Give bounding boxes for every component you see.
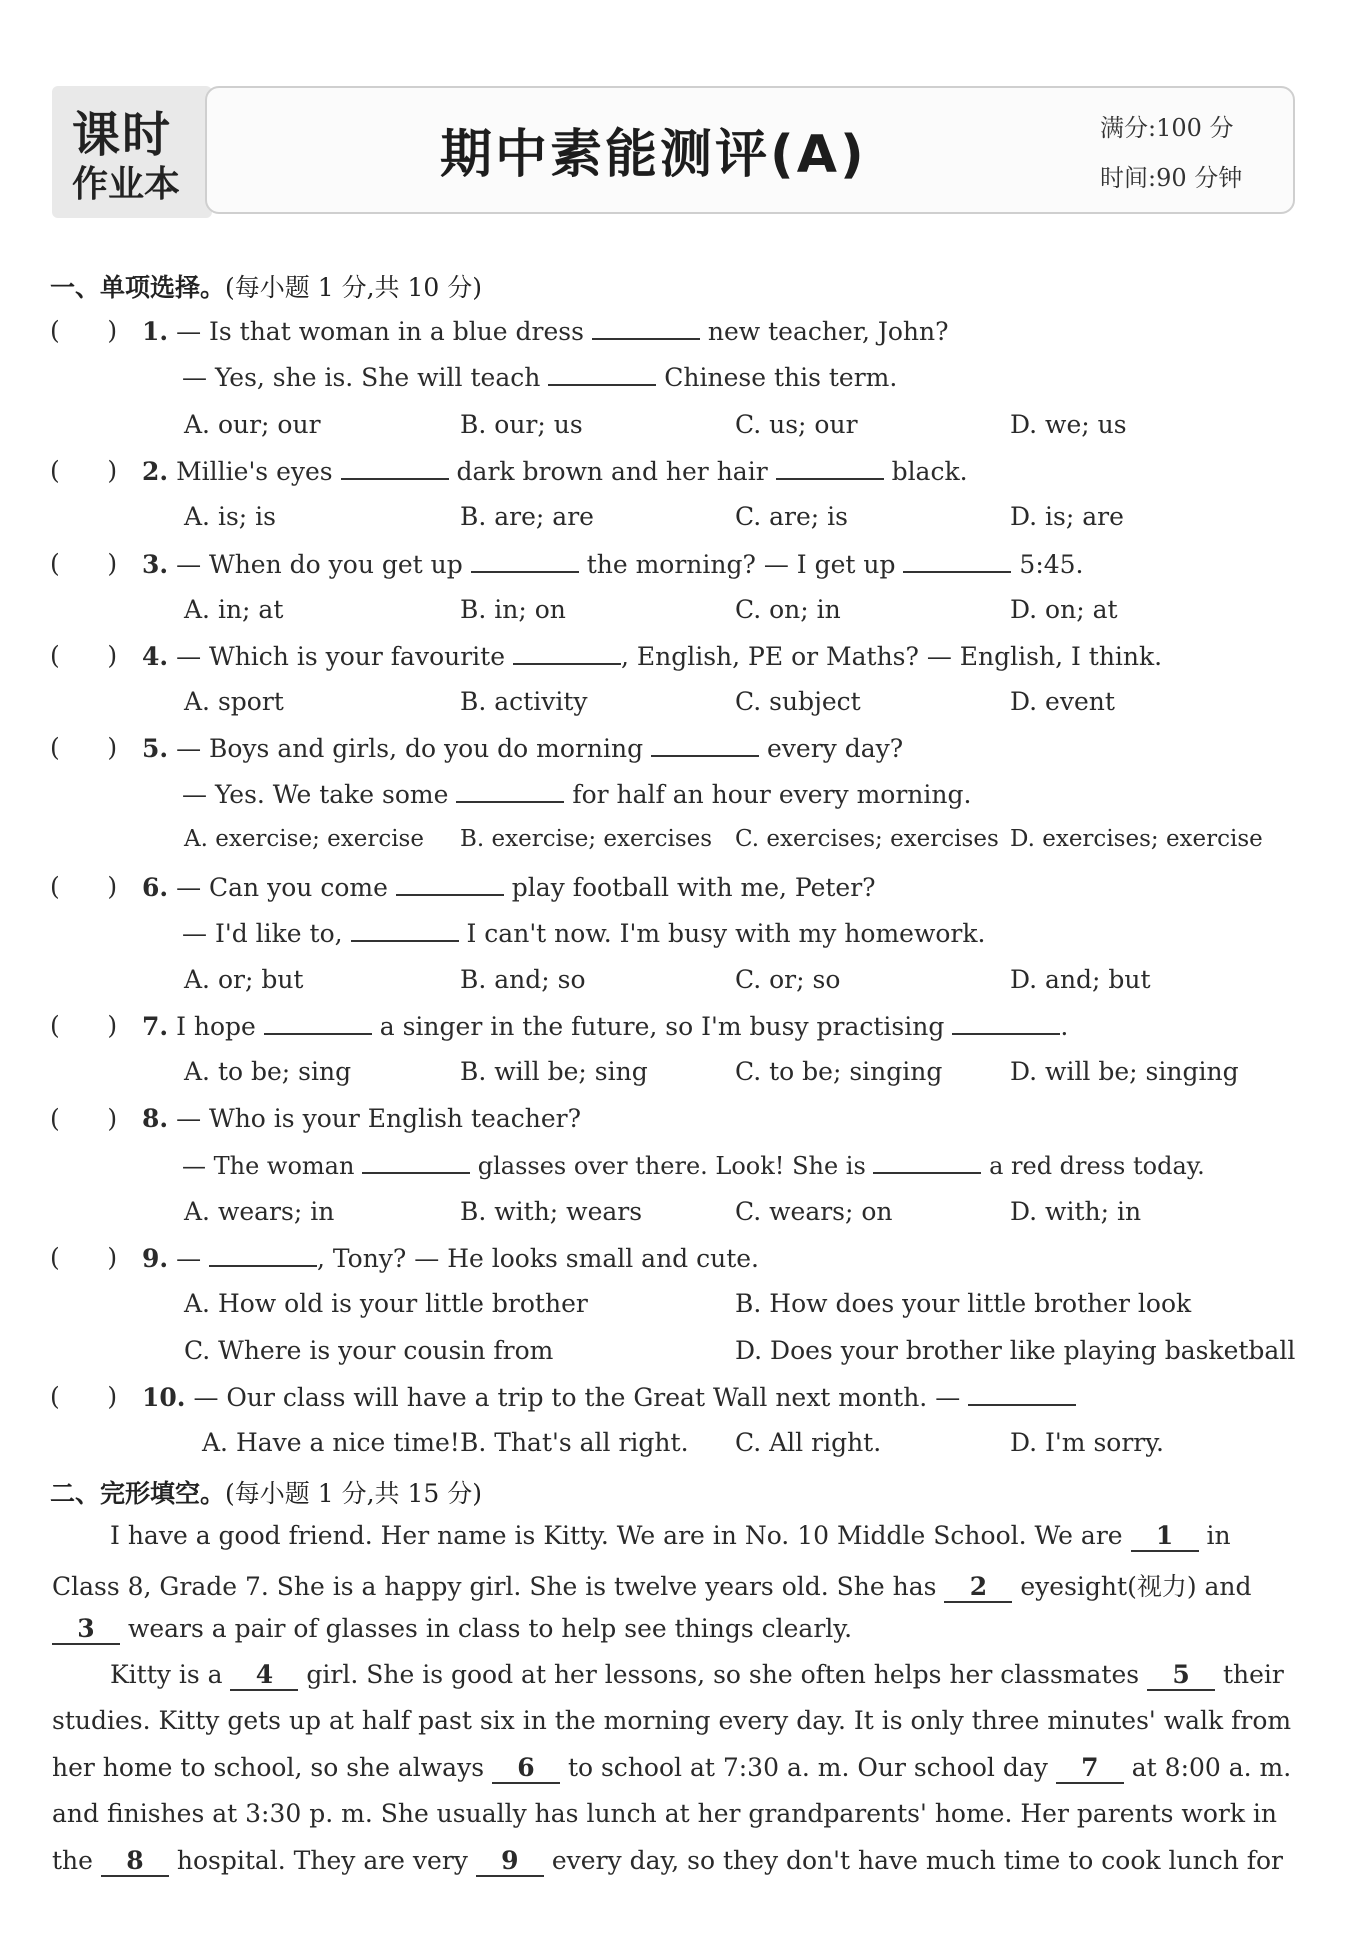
question-1 <box>142 316 949 346</box>
passage-line <box>52 1706 1292 1735</box>
option-b[interactable]: B. with; wears <box>460 1197 643 1226</box>
question-8-line2 <box>182 1150 1205 1180</box>
answer-paren[interactable]: ( ) <box>50 641 118 670</box>
question-3 <box>142 549 1084 579</box>
option-b[interactable]: B. and; so <box>460 965 586 994</box>
option-b[interactable]: B. will be; sing <box>460 1057 648 1086</box>
option-d[interactable]: D. Does your brother like playing basketball <box>735 1336 1296 1365</box>
option-a[interactable]: A. to be; sing <box>184 1057 352 1086</box>
answer-blank[interactable] <box>903 549 1011 573</box>
passage-line <box>110 1660 1350 1691</box>
question-2 <box>142 456 968 486</box>
answer-paren[interactable]: ( ) <box>50 872 118 901</box>
question-number: 3. <box>142 550 169 579</box>
question-6 <box>142 872 876 902</box>
question-text: — Our class will have a trip to the Great Wall next month. — <box>193 1383 961 1412</box>
passage-text: and finishes at 3:30 p. m. She usually has lunch at her grandparents' home. Her parents work in <box>52 1799 1278 1828</box>
question-text: — Who is your English teacher? <box>176 1104 581 1133</box>
question-text: black. <box>891 457 968 486</box>
logo <box>52 86 212 218</box>
question-text: — <box>176 1244 202 1273</box>
answer-blank[interactable] <box>362 1150 470 1174</box>
passage-text: eyesight(视力) and <box>1020 1572 1252 1601</box>
section1-heading <box>50 268 482 304</box>
question-text: glasses over there. Look! She is <box>477 1152 866 1180</box>
option-a[interactable]: A. exercise; exercise <box>184 826 424 852</box>
passage-text: to school at 7:30 a. m. Our school day <box>567 1753 1048 1782</box>
option-c[interactable]: C. exercises; exercises <box>735 826 999 852</box>
option-d[interactable]: D. we; us <box>1010 410 1127 439</box>
option-b[interactable]: B. How does your little brother look <box>735 1289 1192 1318</box>
question-text: 5:45. <box>1019 550 1084 579</box>
question-text: — Yes, she is. She will teach <box>182 363 541 392</box>
option-c[interactable]: C. Where is your cousin from <box>184 1336 554 1365</box>
passage-line <box>52 1614 1292 1645</box>
passage-text: at 8:00 a. m. <box>1131 1753 1292 1782</box>
passage-text: girl. She is good at her lessons, so she often helps her classmates <box>306 1660 1140 1689</box>
answer-blank[interactable] <box>968 1382 1076 1406</box>
passage-text: every day, so they don't have much time to cook lunch for <box>551 1846 1283 1875</box>
option-a[interactable]: A. is; is <box>184 502 276 531</box>
answer-paren[interactable]: ( ) <box>50 1104 118 1133</box>
option-d[interactable]: D. I'm sorry. <box>1010 1428 1164 1457</box>
cloze-blank[interactable]: 5 <box>1147 1660 1215 1691</box>
question-5-line2 <box>182 779 971 809</box>
passage-line <box>110 1521 1350 1552</box>
cloze-blank[interactable]: 6 <box>492 1753 560 1784</box>
question-text: , English, PE or Maths? — English, I think. <box>620 642 1163 671</box>
passage-text: I have a good friend. Her name is Kitty. We are in No. 10 Middle School. We are <box>110 1521 1123 1550</box>
question-number: 9. <box>142 1244 169 1273</box>
option-d[interactable]: D. on; at <box>1010 595 1118 624</box>
option-c[interactable]: C. are; is <box>735 502 848 531</box>
cloze-blank[interactable]: 7 <box>1056 1753 1124 1784</box>
passage-text: studies. Kitty gets up at half past six in the morning every day. It is only three minutes' walk from <box>52 1706 1292 1735</box>
answer-paren[interactable]: ( ) <box>50 549 118 578</box>
question-text: Millie's eyes <box>176 457 333 486</box>
answer-blank[interactable] <box>351 918 459 942</box>
section1-note: (每小题 1 分,共 10 分) <box>225 273 482 302</box>
question-text: a singer in the future, so I'm busy practising <box>379 1012 945 1041</box>
option-c[interactable]: C. subject <box>735 687 861 716</box>
question-text: a red dress today. <box>989 1152 1205 1180</box>
question-text: — Which is your favourite <box>176 642 506 671</box>
cloze-blank[interactable]: 9 <box>476 1846 544 1877</box>
option-a[interactable]: A. How old is your little brother <box>184 1289 588 1318</box>
question-number: 6. <box>142 873 169 902</box>
question-8 <box>142 1104 581 1133</box>
option-b[interactable]: B. activity <box>460 687 588 716</box>
passage-text: wears a pair of glasses in class to help see things clearly. <box>127 1614 853 1643</box>
question-text: — The woman <box>182 1152 355 1180</box>
option-d[interactable]: D. and; but <box>1010 965 1151 994</box>
answer-blank[interactable] <box>548 362 656 386</box>
question-text: — Can you come <box>176 873 388 902</box>
option-d[interactable]: D. with; in <box>1010 1197 1142 1226</box>
answer-blank[interactable] <box>341 456 449 480</box>
question-text: — I'd like to, <box>182 919 343 948</box>
question-text: — When do you get up <box>176 550 463 579</box>
option-c[interactable]: C. or; so <box>735 965 841 994</box>
answer-blank[interactable] <box>873 1150 981 1174</box>
passage-text: her home to school, so she always <box>52 1753 485 1782</box>
option-b[interactable]: B. exercise; exercises <box>460 826 713 852</box>
answer-blank[interactable] <box>592 316 700 340</box>
cloze-blank[interactable]: 1 <box>1131 1521 1199 1552</box>
question-number: 2. <box>142 457 169 486</box>
question-text: I can't now. I'm busy with my homework. <box>466 919 986 948</box>
question-7 <box>142 1011 1068 1041</box>
passage-text: the <box>52 1846 93 1875</box>
question-text: Chinese this term. <box>664 363 898 392</box>
page-title: 期中素能测评(A) <box>440 125 867 185</box>
question-number: 5. <box>142 734 169 763</box>
section1-title: 一、单项选择。 <box>50 273 226 302</box>
question-10 <box>142 1382 1076 1412</box>
section2-heading <box>50 1474 482 1510</box>
question-number: 7. <box>142 1012 169 1041</box>
question-number: 10. <box>142 1383 186 1412</box>
option-c[interactable]: C. to be; singing <box>735 1057 943 1086</box>
time-limit: 时间:90 分钟 <box>1100 164 1243 192</box>
option-a[interactable]: A. or; but <box>184 965 304 994</box>
answer-blank[interactable] <box>396 872 504 896</box>
option-b[interactable]: B. in; on <box>460 595 566 624</box>
question-number: 1. <box>142 317 169 346</box>
option-b[interactable]: B. are; are <box>460 502 594 531</box>
answer-blank[interactable] <box>776 456 884 480</box>
cloze-blank[interactable]: 8 <box>101 1846 169 1877</box>
passage-text: Kitty is a <box>110 1660 223 1689</box>
option-a[interactable]: A. Have a nice time! <box>202 1428 460 1457</box>
answer-blank[interactable] <box>952 1011 1060 1035</box>
passage-line <box>52 1567 1292 1603</box>
answer-paren[interactable]: ( ) <box>50 316 118 345</box>
option-b[interactable]: B. our; us <box>460 410 583 439</box>
passage-text: hospital. They are very <box>176 1846 468 1875</box>
logo-line1: 课时 <box>72 107 173 163</box>
cloze-blank[interactable]: 3 <box>52 1614 120 1645</box>
answer-blank[interactable] <box>209 1243 317 1267</box>
answer-paren[interactable]: ( ) <box>50 1243 118 1272</box>
question-6-line2 <box>182 918 985 948</box>
question-text: for half an hour every morning. <box>572 780 972 809</box>
section2-note: (每小题 1 分,共 15 分) <box>225 1479 482 1508</box>
answer-paren[interactable]: ( ) <box>50 456 118 485</box>
question-number: 4. <box>142 642 169 671</box>
question-text: I hope <box>176 1012 256 1041</box>
option-c[interactable]: C. us; our <box>735 410 858 439</box>
question-9 <box>142 1243 759 1273</box>
question-text: dark brown and her hair <box>456 457 768 486</box>
answer-paren[interactable]: ( ) <box>50 733 118 762</box>
option-d[interactable]: D. event <box>1010 687 1115 716</box>
passage-line <box>52 1753 1292 1784</box>
passage-line <box>52 1799 1292 1828</box>
question-text: — Is that woman in a blue dress <box>176 317 584 346</box>
passage-text: in <box>1206 1521 1231 1550</box>
question-text: , Tony? — He looks small and cute. <box>317 1244 760 1273</box>
question-text: — Yes. We take some <box>182 780 449 809</box>
option-b[interactable]: B. That's all right. <box>460 1428 689 1457</box>
full-score: 满分:100 分 <box>1100 114 1234 142</box>
answer-blank[interactable] <box>264 1011 372 1035</box>
question-text: every day? <box>767 734 904 763</box>
option-a[interactable]: A. in; at <box>184 595 284 624</box>
question-text: — Boys and girls, do you do morning <box>176 734 644 763</box>
option-a[interactable]: A. our; our <box>184 410 321 439</box>
passage-text: Class 8, Grade 7. She is a happy girl. She is twelve years old. She has <box>52 1572 937 1601</box>
cloze-blank[interactable]: 4 <box>230 1660 298 1691</box>
question-text: . <box>1060 1012 1069 1041</box>
passage-line <box>52 1846 1292 1877</box>
question-number: 8. <box>142 1104 169 1133</box>
option-c[interactable]: C. on; in <box>735 595 841 624</box>
answer-blank[interactable] <box>456 779 564 803</box>
question-4 <box>142 641 1162 671</box>
cloze-blank[interactable]: 2 <box>944 1572 1012 1603</box>
section2-title: 二、完形填空。 <box>50 1479 226 1508</box>
question-5 <box>142 733 903 763</box>
option-a[interactable]: A. wears; in <box>184 1197 335 1226</box>
answer-paren[interactable]: ( ) <box>50 1011 118 1040</box>
option-a[interactable]: A. sport <box>184 687 284 716</box>
question-text: play football with me, Peter? <box>511 873 876 902</box>
question-text: the morning? — I get up <box>586 550 896 579</box>
passage-text: their <box>1222 1660 1284 1689</box>
logo-line2: 作业本 <box>72 164 181 205</box>
option-c[interactable]: C. All right. <box>735 1428 882 1457</box>
answer-blank[interactable] <box>471 549 579 573</box>
option-d[interactable]: D. is; are <box>1010 502 1124 531</box>
answer-paren[interactable]: ( ) <box>50 1382 118 1411</box>
option-d[interactable]: D. exercises; exercise <box>1010 826 1263 852</box>
question-text: new teacher, John? <box>707 317 949 346</box>
option-c[interactable]: C. wears; on <box>735 1197 893 1226</box>
answer-blank[interactable] <box>651 733 759 757</box>
answer-blank[interactable] <box>513 641 621 665</box>
question-1-line2 <box>182 362 897 392</box>
option-d[interactable]: D. will be; singing <box>1010 1057 1239 1086</box>
